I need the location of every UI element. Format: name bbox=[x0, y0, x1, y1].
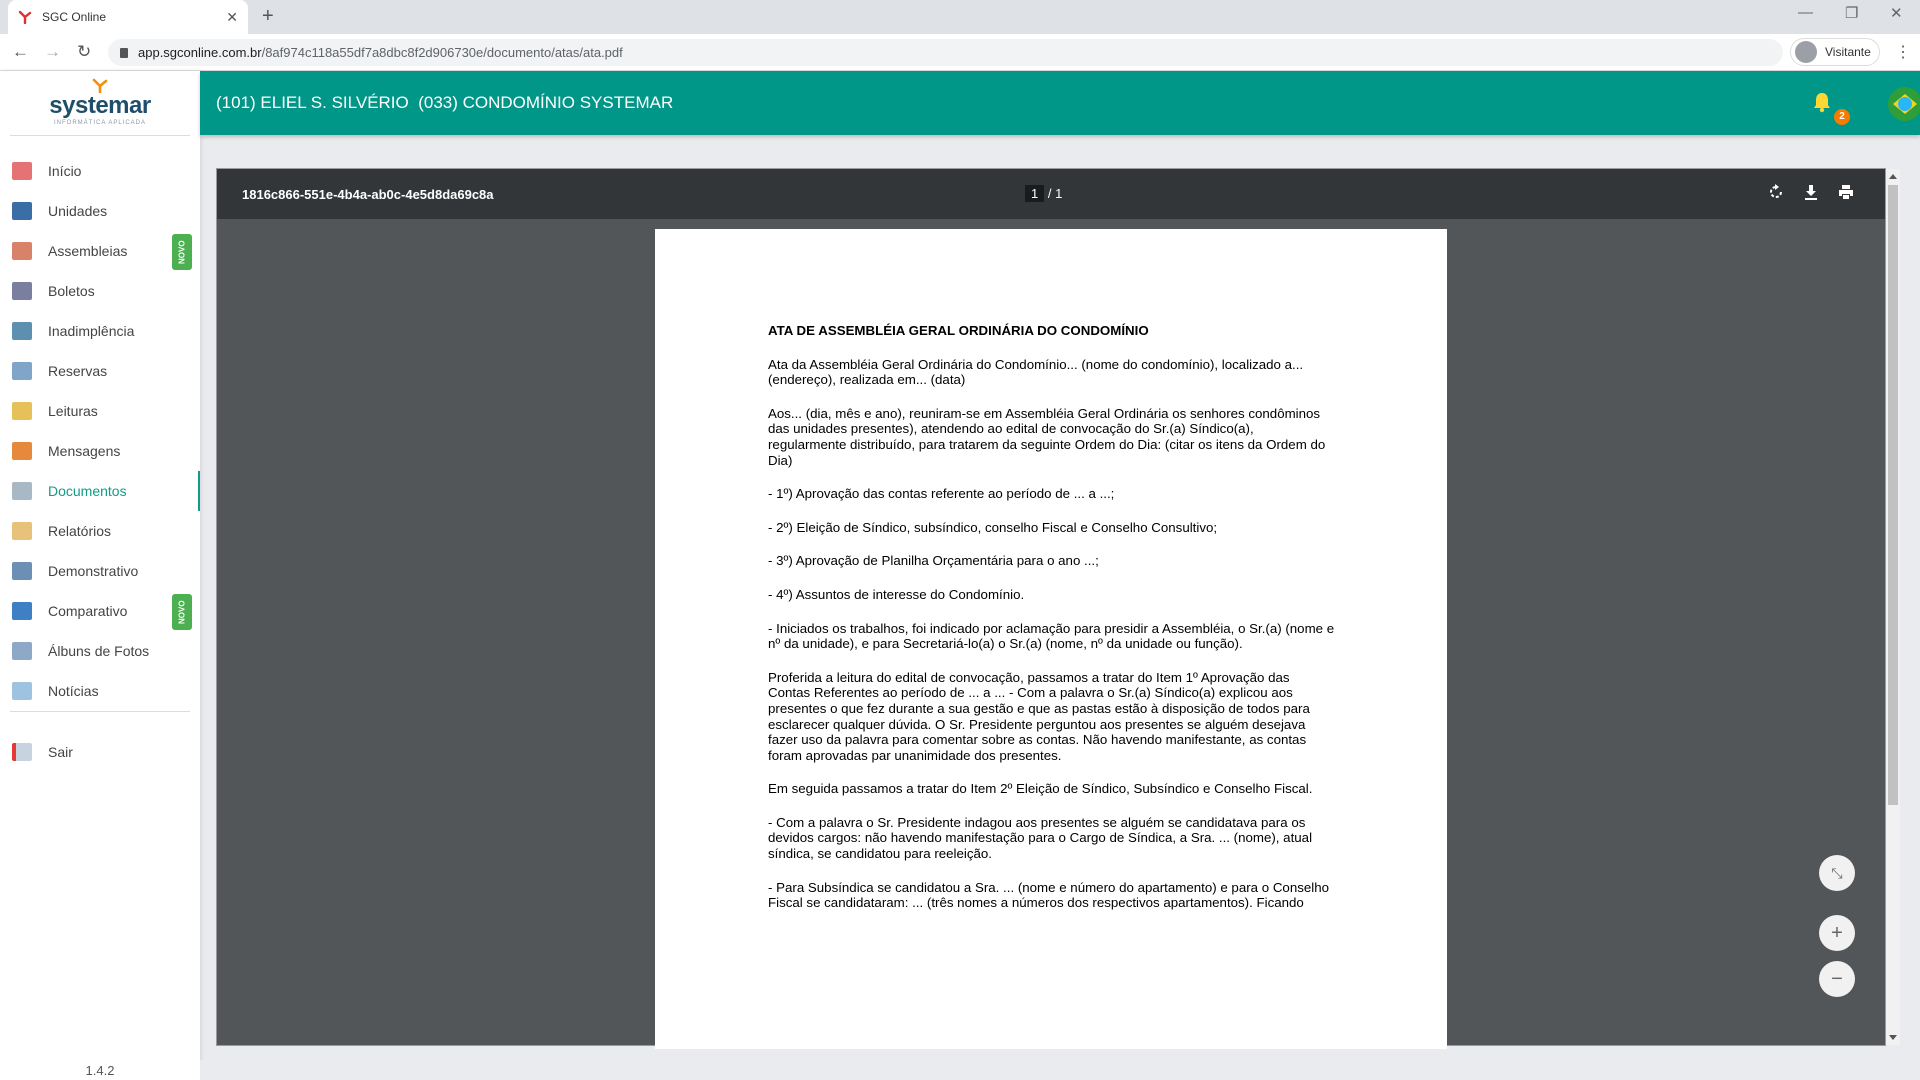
scroll-down-icon[interactable] bbox=[1889, 1035, 1897, 1040]
novo-badge: NOVO bbox=[172, 594, 192, 630]
restore-icon[interactable]: ❐ bbox=[1845, 5, 1859, 22]
document-paragraph: - 2º) Eleição de Síndico, subsíndico, conselho Fiscal e Conselho Consultivo; bbox=[768, 519, 1218, 535]
sidebar-item-noticias[interactable] bbox=[0, 671, 200, 711]
document-paragraph: - Para Subsíndica se candidatou a Sra. ... (nome e número do apartamento) e para o Conselho Fiscal se candidataram: ... (três nomes a números dos respectivos apartamentos). Ficando bbox=[768, 879, 1330, 911]
document-paragraph: Em seguida passamos a tratar do Item 2º Eleição de Síndico, Subsíndico e Conselho Fiscal. bbox=[768, 781, 1313, 797]
rotate-icon[interactable] bbox=[1767, 183, 1785, 201]
sidebar-item-mensagens[interactable] bbox=[0, 431, 200, 471]
sidebar-item-albuns-de-fotos[interactable] bbox=[0, 631, 200, 671]
menu-icon bbox=[12, 402, 32, 420]
zoom-in-button[interactable]: + bbox=[1819, 915, 1855, 951]
address-row bbox=[0, 34, 1920, 71]
sidebar-item-unidades[interactable] bbox=[0, 191, 200, 231]
divider bbox=[10, 135, 190, 136]
sidebar-item-label: Reservas bbox=[48, 363, 108, 379]
sidebar-item-label: Demonstrativo bbox=[48, 563, 139, 579]
footer bbox=[200, 1060, 1920, 1080]
close-window-icon[interactable]: ✕ bbox=[1890, 5, 1903, 22]
browser-tab-bar bbox=[0, 0, 1920, 34]
sidebar-item-label: Documentos bbox=[48, 483, 127, 499]
menu-icon bbox=[12, 282, 32, 300]
scroll-up-icon[interactable] bbox=[1889, 174, 1897, 179]
document-paragraph: Proferida a leitura do edital de convocação, passamos a tratar do Item 1º Aprovação das Contas Referentes ao período de ... a ... - Com a palavra o Sr.(a) Síndico(a) explicou aos presentes o que fez durante a sua gestão e que as pastas estão à disposição de todos para esclarecer qualquer dúvida. O Sr. Presidente perguntou aos presentes se alguém desejava fazer uso da palavra para comentar sobre as contas. Não havendo manifestante, as contas foram aprovadas par unanimidade dos presentes. bbox=[768, 669, 1310, 763]
fit-page-button[interactable]: ⤡ bbox=[1819, 855, 1855, 891]
document-title: ATA DE ASSEMBLÉIA GERAL ORDINÁRIA DO CONDOMÍNIO bbox=[768, 323, 1149, 338]
sidebar-item-label: Notícias bbox=[48, 683, 99, 699]
page-input[interactable]: 1 bbox=[1025, 185, 1044, 202]
sidebar-item-label: Relatórios bbox=[48, 523, 112, 539]
menu-icon bbox=[12, 642, 32, 660]
profile-label: Visitante bbox=[1825, 45, 1871, 59]
sidebar-item-label: Início bbox=[48, 163, 82, 179]
sidebar-item-assembleias[interactable] bbox=[0, 231, 200, 271]
systemar-logo bbox=[40, 77, 160, 127]
sidebar-item-documentos[interactable] bbox=[0, 471, 200, 511]
sidebar-item-label: Álbuns de Fotos bbox=[48, 643, 150, 659]
download-icon[interactable] bbox=[1802, 183, 1820, 201]
favicon-icon bbox=[18, 10, 32, 24]
menu-icon bbox=[12, 522, 32, 540]
menu-icon bbox=[12, 602, 32, 620]
menu-icon bbox=[12, 682, 32, 700]
sidebar-item-label: Comparativo bbox=[48, 603, 128, 619]
header-title: (101) ELIEL S. SILVÉRIO (033) CONDOMÍNIO SYSTEMAR bbox=[216, 93, 674, 112]
sidebar-item-demonstrativo[interactable] bbox=[0, 551, 200, 591]
menu-icon bbox=[12, 562, 32, 580]
document-paragraph: - Iniciados os trabalhos, foi indicado por aclamação para presidir a Assembléia, o Sr.(a) (nome e nº da unidade), e para Secretariá-lo(a) o Sr.(a) (nome, nº da unidade ou função). bbox=[768, 620, 1335, 652]
logo-tagline: INFORMÁTICA APLICADA bbox=[53, 120, 146, 126]
profile-button[interactable] bbox=[1790, 38, 1880, 66]
tab-title: SGC Online bbox=[42, 10, 107, 24]
logo-star-icon bbox=[91, 77, 109, 93]
menu-icon bbox=[12, 162, 32, 180]
logo-name: systemar bbox=[49, 92, 151, 119]
url-path: /8af974c118a55df7a8dbc8f2d906730e/documento/atas/ata.pdf bbox=[261, 45, 623, 60]
document-paragraph: - 4º) Assuntos de interesse do Condomínio. bbox=[768, 586, 1025, 602]
sidebar-item-label: Inadimplência bbox=[48, 323, 135, 339]
sidebar-item-boletos[interactable] bbox=[0, 271, 200, 311]
menu-icon bbox=[12, 322, 32, 340]
document-paragraph: Aos... (dia, mês e ano), reuniram-se em Assembléia Geral Ordinária os senhores condôminos das unidades presentes), atendendo ao edital de convocação do Sr.(a) Síndico(a), regularmente distribuído, para tratarem da seguinte Ordem do Dia: (citar os itens da Ordem do Dia) bbox=[768, 405, 1326, 468]
menu-icon bbox=[12, 442, 32, 460]
new-tab-icon[interactable]: + bbox=[262, 5, 274, 27]
lock-icon bbox=[120, 48, 128, 58]
logout-icon bbox=[12, 743, 32, 761]
sidebar-item-label: Unidades bbox=[48, 203, 108, 219]
zoom-out-button[interactable]: − bbox=[1819, 961, 1855, 997]
sidebar-item-label: Leituras bbox=[48, 403, 98, 419]
print-icon[interactable] bbox=[1837, 183, 1855, 201]
back-icon[interactable]: ← bbox=[12, 42, 29, 61]
sidebar-item-inicio[interactable] bbox=[0, 151, 200, 191]
pdf-toolbar bbox=[217, 169, 1885, 219]
menu-icon bbox=[12, 362, 32, 380]
novo-badge: NOVO bbox=[172, 234, 192, 270]
pdf-page bbox=[655, 229, 1447, 1049]
scroll-thumb[interactable] bbox=[1888, 185, 1898, 805]
bell-icon[interactable] bbox=[1812, 91, 1832, 113]
document-paragraph: - 1º) Aprovação das contas referente ao período de ... a ...; bbox=[768, 486, 1115, 502]
reload-icon[interactable]: ↻ bbox=[77, 42, 92, 61]
pdf-viewer bbox=[216, 168, 1886, 1046]
sidebar bbox=[0, 71, 200, 1080]
app-version: 1.4.2 bbox=[85, 1063, 115, 1078]
top-header bbox=[200, 71, 1920, 135]
sidebar-item-inadimplencia[interactable] bbox=[0, 311, 200, 351]
menu-icon bbox=[12, 202, 32, 220]
sidebar-item-label: Boletos bbox=[48, 283, 95, 299]
brazil-flag-icon[interactable] bbox=[1888, 87, 1920, 121]
sidebar-item-comparativo[interactable] bbox=[0, 591, 200, 631]
close-tab-icon[interactable]: ✕ bbox=[226, 8, 238, 25]
viewer-scrollbar[interactable] bbox=[1886, 169, 1900, 1045]
browser-tab[interactable] bbox=[8, 0, 248, 34]
sidebar-item-sair[interactable] bbox=[0, 732, 200, 772]
address-bar[interactable] bbox=[108, 39, 1783, 66]
sidebar-item-relatorios[interactable] bbox=[0, 511, 200, 551]
menu-icon bbox=[12, 482, 32, 500]
document-paragraph: - Com a palavra o Sr. Presidente indagou aos presentes se alguém se candidatava para os devidos cargos: não havendo manifestação para o Cargo de Síndica, a Sra. ... (nome), atual síndica, se candidatou para reeleição. bbox=[768, 814, 1313, 862]
sidebar-item-label: Sair bbox=[48, 744, 73, 760]
forward-icon[interactable]: → bbox=[44, 42, 61, 61]
document-paragraph: - 3º) Aprovação de Planilha Orçamentária para o ano ...; bbox=[768, 553, 1099, 569]
page-indicator: 1 / 1 bbox=[1025, 185, 1062, 202]
minimize-icon[interactable]: — bbox=[1798, 4, 1813, 21]
url-domain: app.sgconline.com.br bbox=[138, 45, 262, 60]
avatar-icon bbox=[1795, 41, 1817, 63]
browser-menu-icon[interactable]: ⋮ bbox=[1895, 44, 1911, 61]
menu-icon bbox=[12, 242, 32, 260]
notification-badge: 2 bbox=[1834, 109, 1850, 125]
sidebar-item-label: Assembleias bbox=[48, 243, 128, 259]
document-paragraph: Ata da Assembléia Geral Ordinária do Condomínio... (nome do condomínio), localizado a... (endereço), realizada em... (data) bbox=[768, 356, 1304, 388]
sidebar-item-label: Mensagens bbox=[48, 443, 121, 459]
sidebar-item-leituras[interactable] bbox=[0, 391, 200, 431]
document-id: 1816c866-551e-4b4a-ab0c-4e5d8da69c8a bbox=[242, 187, 494, 202]
sidebar-item-reservas[interactable] bbox=[0, 351, 200, 391]
divider bbox=[10, 711, 190, 712]
page-total: 1 bbox=[1055, 186, 1063, 201]
